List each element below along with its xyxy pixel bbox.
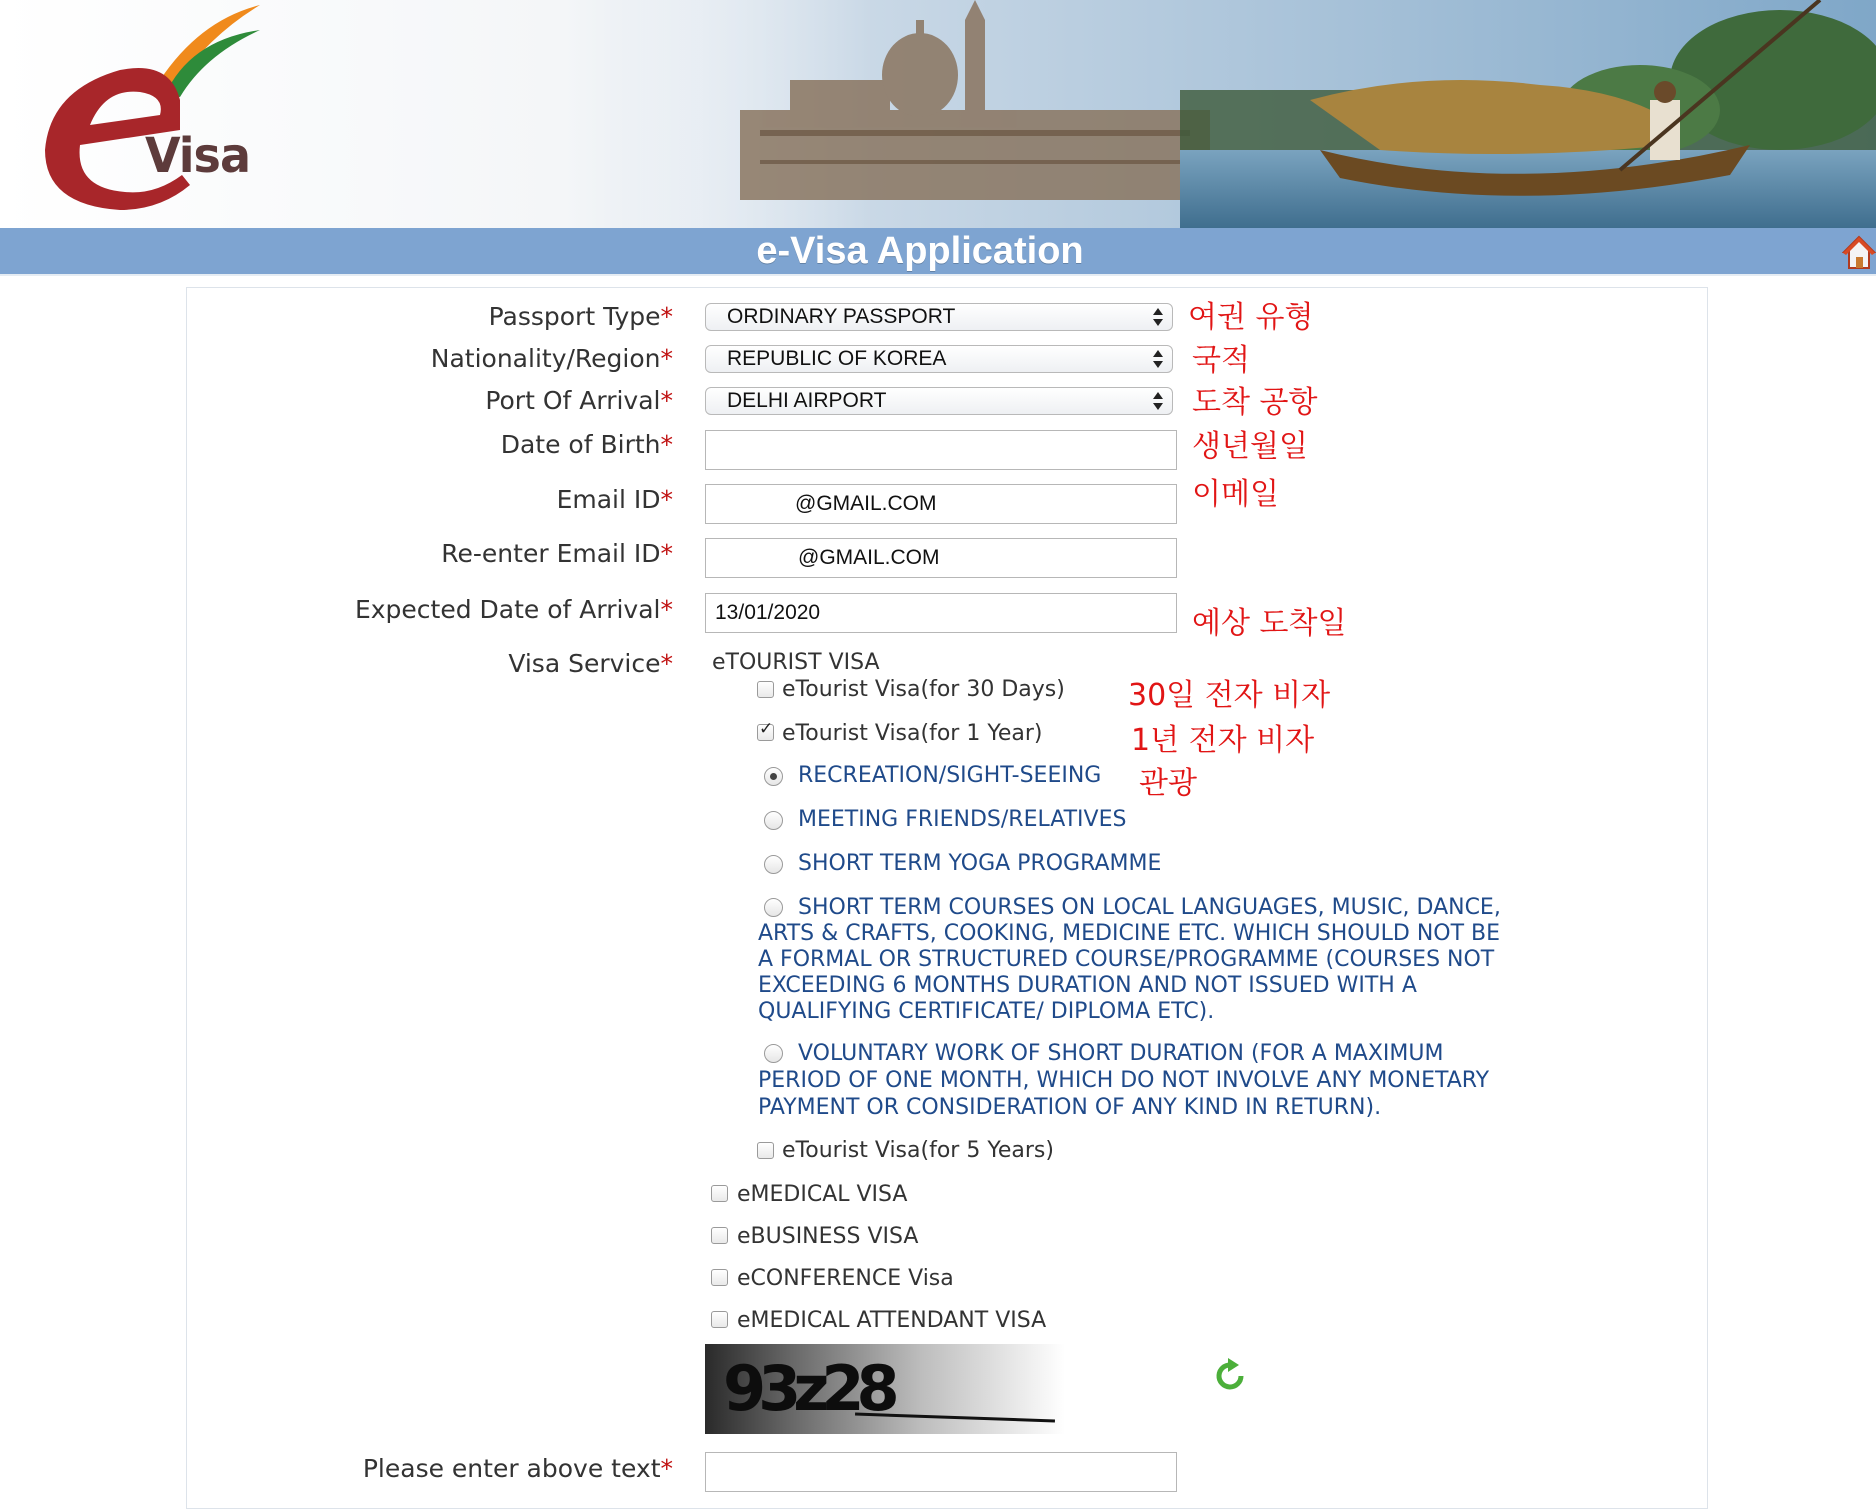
date-of-birth-label: Date of Birth* (500, 430, 673, 459)
etourist-category: eTOURIST VISA (712, 650, 880, 675)
arrival-date-label: Expected Date of Arrival* (354, 595, 673, 624)
nationality-value: REPUBLIC OF KOREA (727, 347, 947, 370)
passport-type-annotation: 여권 유형 (1188, 300, 1314, 335)
recreation-radio[interactable] (764, 767, 783, 786)
select-arrows-icon (1152, 348, 1164, 370)
captcha-image (705, 1344, 1065, 1434)
recreation-label[interactable]: RECREATION/SIGHT-SEEING (798, 763, 1102, 788)
yoga-radio[interactable] (764, 855, 783, 874)
nationality-select[interactable] (705, 345, 1173, 373)
etourist-5y-label[interactable]: eTourist Visa(for 5 Years) (782, 1138, 1054, 1163)
evisa-logo (30, 0, 270, 220)
etourist-5y-checkbox[interactable] (757, 1142, 774, 1159)
header-banner (0, 0, 1876, 228)
emedical-attendant-checkbox[interactable] (711, 1311, 728, 1328)
voluntary-label-line3: PAYMENT OR CONSIDERATION OF ANY KIND IN RETURN). (758, 1095, 1382, 1120)
select-arrows-icon (1152, 390, 1164, 412)
courses-radio[interactable] (764, 898, 783, 917)
courses-label-line3: A FORMAL OR STRUCTURED COURSE/PROGRAMME (COURSES NOT (758, 947, 1495, 972)
ebusiness-checkbox[interactable] (711, 1227, 728, 1244)
arrival-date-annotation: 예상 도착일 (1192, 606, 1347, 641)
refresh-icon[interactable] (1214, 1356, 1248, 1394)
email-annotation: 이메일 (1192, 477, 1279, 512)
ebusiness-label[interactable]: eBUSINESS VISA (737, 1224, 919, 1249)
reenter-email-input[interactable]: @GMAIL.COM (705, 538, 1177, 578)
banner-photo (620, 0, 1876, 228)
email-label: Email ID* (556, 485, 673, 514)
etourist-30-label[interactable]: eTourist Visa(for 30 Days) (782, 677, 1065, 702)
email-input[interactable]: @GMAIL.COM (705, 484, 1177, 524)
courses-label-line1[interactable]: SHORT TERM COURSES ON LOCAL LANGUAGES, MUSIC, DANCE, (798, 895, 1501, 920)
econference-checkbox[interactable] (711, 1269, 728, 1286)
port-of-arrival-value: DELHI AIRPORT (727, 389, 887, 412)
passport-type-label: Passport Type* (488, 302, 673, 331)
voluntary-label-line1[interactable]: VOLUNTARY WORK OF SHORT DURATION (FOR A MAXIMUM (798, 1041, 1444, 1066)
etourist-30-checkbox[interactable] (757, 681, 774, 698)
page-title: e-Visa Application (756, 230, 1084, 272)
courses-label-line4: EXCEEDING 6 MONTHS DURATION AND NOT ISSUED WITH A (758, 973, 1417, 998)
nationality-label: Nationality/Region* (430, 344, 673, 373)
yoga-label[interactable]: SHORT TERM YOGA PROGRAMME (798, 851, 1162, 876)
voluntary-radio[interactable] (764, 1044, 783, 1063)
etourist-1y-label[interactable]: eTourist Visa(for 1 Year) (782, 721, 1043, 746)
passport-type-select[interactable] (705, 303, 1173, 331)
reenter-email-label: Re-enter Email ID* (441, 539, 673, 568)
recreation-annotation: 관광 (1139, 766, 1197, 801)
etourist-30-annotation: 30일 전자 비자 (1128, 678, 1331, 713)
passport-type-value: ORDINARY PASSPORT (727, 305, 956, 328)
friends-label[interactable]: MEETING FRIENDS/RELATIVES (798, 807, 1127, 832)
date-of-birth-input[interactable] (705, 430, 1177, 470)
title-bar (0, 228, 1876, 276)
nationality-annotation: 국적 (1192, 343, 1250, 378)
voluntary-label-line2: PERIOD OF ONE MONTH, WHICH DO NOT INVOLVE ANY MONETARY (758, 1068, 1490, 1093)
etourist-1y-checkbox[interactable] (757, 724, 774, 741)
courses-label-line2: ARTS & CRAFTS, COOKING, MEDICINE ETC. WHICH SHOULD NOT BE (758, 921, 1501, 946)
etourist-1y-annotation: 1년 전자 비자 (1131, 723, 1315, 758)
logo-text: Visa (145, 126, 250, 184)
emedical-attendant-label[interactable]: eMEDICAL ATTENDANT VISA (737, 1308, 1047, 1333)
friends-radio[interactable] (764, 811, 783, 830)
select-arrows-icon (1152, 306, 1164, 328)
port-of-arrival-annotation: 도착 공항 (1192, 385, 1318, 420)
emedical-label[interactable]: eMEDICAL VISA (737, 1182, 908, 1207)
arrival-date-input[interactable]: 13/01/2020 (705, 593, 1177, 633)
home-icon[interactable] (1842, 234, 1876, 270)
captcha-text: 93z28 (723, 1352, 892, 1425)
courses-label-line5: QUALIFYING CERTIFICATE/ DIPLOMA ETC). (758, 999, 1215, 1024)
port-of-arrival-select[interactable] (705, 387, 1173, 415)
visa-service-label: Visa Service* (508, 649, 673, 678)
emedical-checkbox[interactable] (711, 1185, 728, 1202)
captcha-input-label: Please enter above text* (362, 1454, 673, 1483)
date-of-birth-annotation: 생년월일 (1192, 429, 1308, 464)
captcha-input[interactable] (705, 1452, 1177, 1492)
econference-label[interactable]: eCONFERENCE Visa (737, 1266, 954, 1291)
port-of-arrival-label: Port Of Arrival* (485, 386, 673, 415)
